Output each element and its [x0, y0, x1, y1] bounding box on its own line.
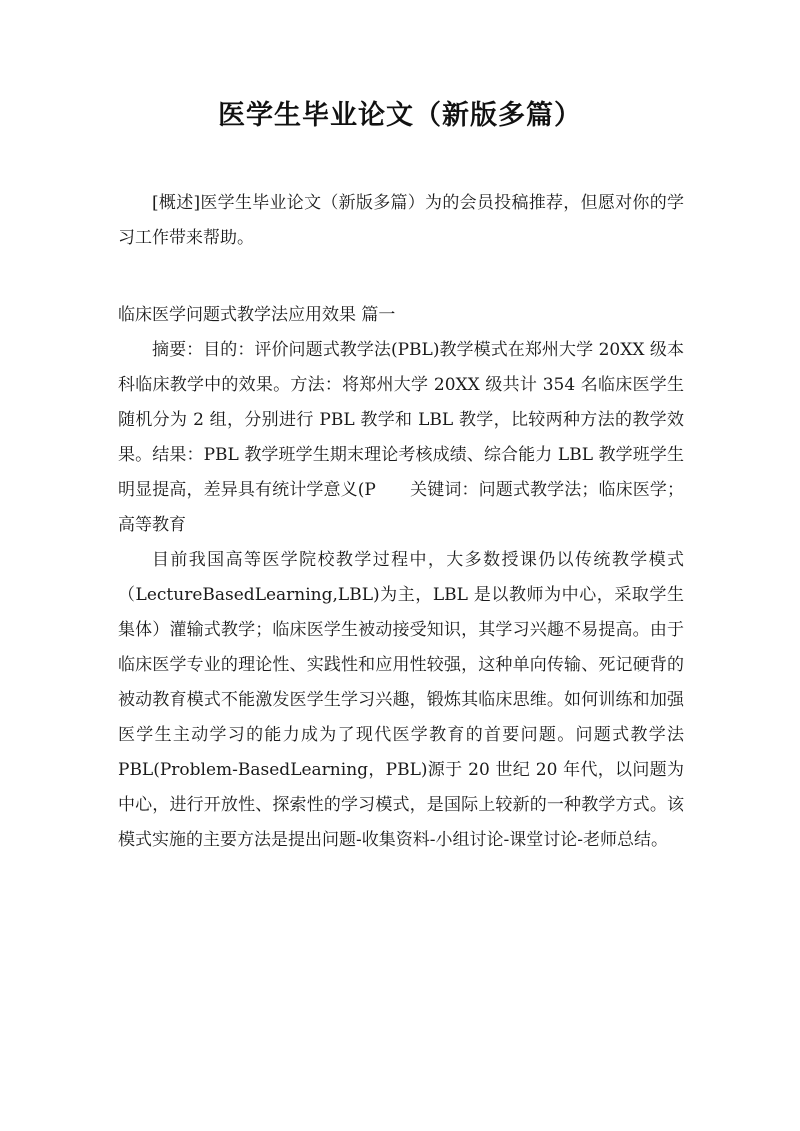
- section-heading: 临床医学问题式教学法应用效果 篇一: [118, 305, 396, 325]
- summary-block: [118, 186, 684, 256]
- abstract-paragraph: 摘要：目的：评价问题式教学法(PBL)教学模式在郑州大学 20XX 级本科临床教学中的效果。方法：将郑州大学 20XX 级共计 354 名临床医学生随机分为 2 组，分别进行 PBL 教学和 LBL 教学，比较两种方法的教学效果。结果：PBL 教学班学生期末理论考核成绩、综合能力 LBL 教学班学生明显提高，差异具有统计学意义(P 关键词：问题式教学法；临床医学；高等教育: [118, 340, 684, 535]
- section-block: [118, 298, 684, 858]
- document-title: 医学生毕业论文（新版多篇）: [218, 100, 582, 131]
- body-paragraph: 目前我国高等医学院校教学过程中，大多数授课仍以传统教学模式（LectureBasedLearning,LBL)为主，LBL 是以教师为中心，采取学生集体）灌输式教学；临床医学生被动接受知识，其学习兴趣不易提高。由于临床医学专业的理论性、实践性和应用性较强，这种单向传输、死记硬背的被动教育模式不能激发医学生学习兴趣，锻炼其临床思维。如何训练和加强医学生主动学习的能力成为了现代医学教育的首要问题。问题式教学法 PBL(Problem-BasedLearning，PBL)源于 20 世纪 20 年代，以问题为中心，进行开放性、探索性的学习模式，是国际上较新的一种教学方式。该模式实施的主要方法是提出问题-收集资料-小组讨论-课堂讨论-老师总结。: [118, 550, 684, 850]
- summary-paragraph: [概述]医学生毕业论文（新版多篇）为的会员投稿推荐，但愿对你的学习工作带来帮助。: [118, 193, 684, 248]
